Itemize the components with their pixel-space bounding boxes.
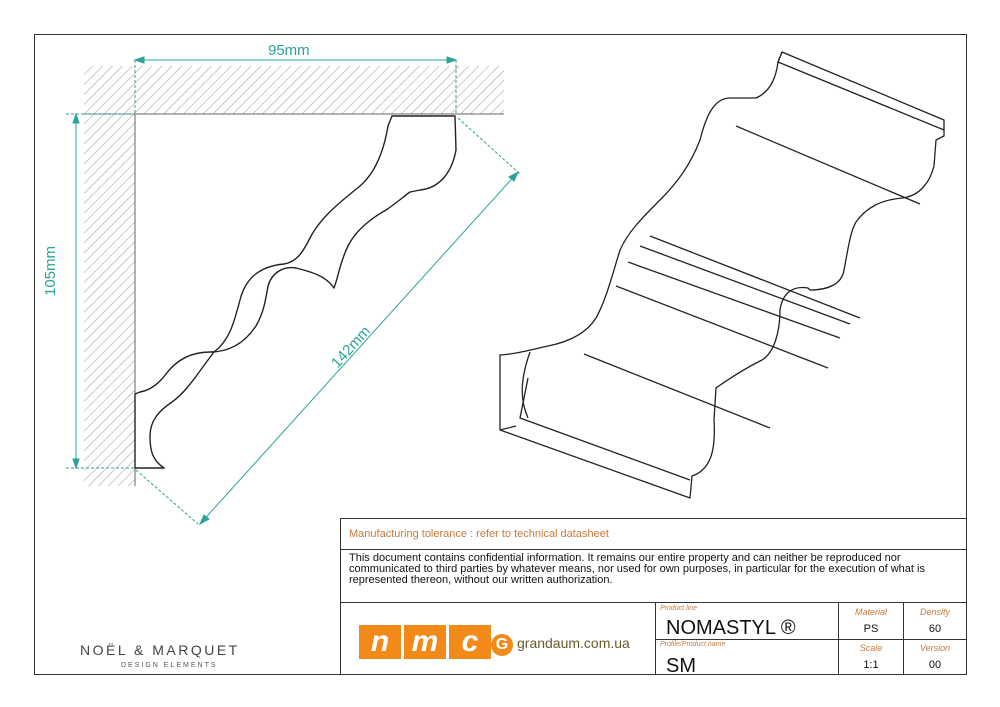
- density-value: 60: [928, 623, 942, 635]
- isometric-moulding: [500, 52, 944, 498]
- tolerance-row: [341, 519, 966, 550]
- nmc-logo: [359, 625, 491, 659]
- grandaum-icon: G: [491, 634, 513, 656]
- density-version-cell: [904, 603, 966, 675]
- logo-letter-c: c: [449, 625, 491, 659]
- product-name: SM: [666, 655, 696, 677]
- diagonal-dimension-label: 142mm: [328, 322, 375, 372]
- logo-letter-m: m: [404, 625, 446, 659]
- height-dimension-label: 105mm: [42, 245, 59, 296]
- width-dimension-label: 95mm: [268, 42, 310, 59]
- product-line-caption: Product line: [660, 605, 697, 612]
- ceiling-hatch: [84, 66, 504, 114]
- product-cell: [656, 603, 839, 675]
- product-divider: [656, 639, 838, 640]
- logo-cell: [341, 603, 656, 675]
- confidentiality-notice: This document contains confidential information. It remains our entire property and can neither be reproduced nor communicated to third parties by whatever means, nor used for own purposes, in particular for the execution of what is represented thereon, without our written authorization.: [349, 552, 925, 586]
- version-value: 00: [928, 659, 942, 671]
- scale-value: 1:1: [863, 659, 879, 671]
- product-line: NOMASTYL ®: [666, 617, 796, 639]
- wall-hatch: [84, 114, 135, 486]
- confidentiality-row: [341, 550, 966, 603]
- density-divider: [904, 639, 966, 640]
- material-caption: Material: [854, 607, 887, 617]
- scale-caption: Scale: [859, 643, 883, 653]
- logo-letter-n: n: [359, 625, 401, 659]
- website-text: grandaum.com.ua: [517, 635, 630, 651]
- brand-subtitle: DESIGN ELEMENTS: [121, 662, 218, 669]
- tolerance-note: Manufacturing tolerance : refer to technical datasheet: [349, 528, 609, 540]
- version-caption: Version: [919, 643, 951, 653]
- density-caption: Density: [919, 607, 950, 617]
- title-block: [340, 518, 967, 675]
- product-name-caption: Profile/Product name: [660, 641, 726, 648]
- profile-section: [135, 116, 456, 468]
- material-value: PS: [863, 623, 879, 635]
- brand-name: NOËL & MARQUET: [80, 642, 240, 658]
- material-scale-cell: [839, 603, 904, 675]
- material-divider: [839, 639, 903, 640]
